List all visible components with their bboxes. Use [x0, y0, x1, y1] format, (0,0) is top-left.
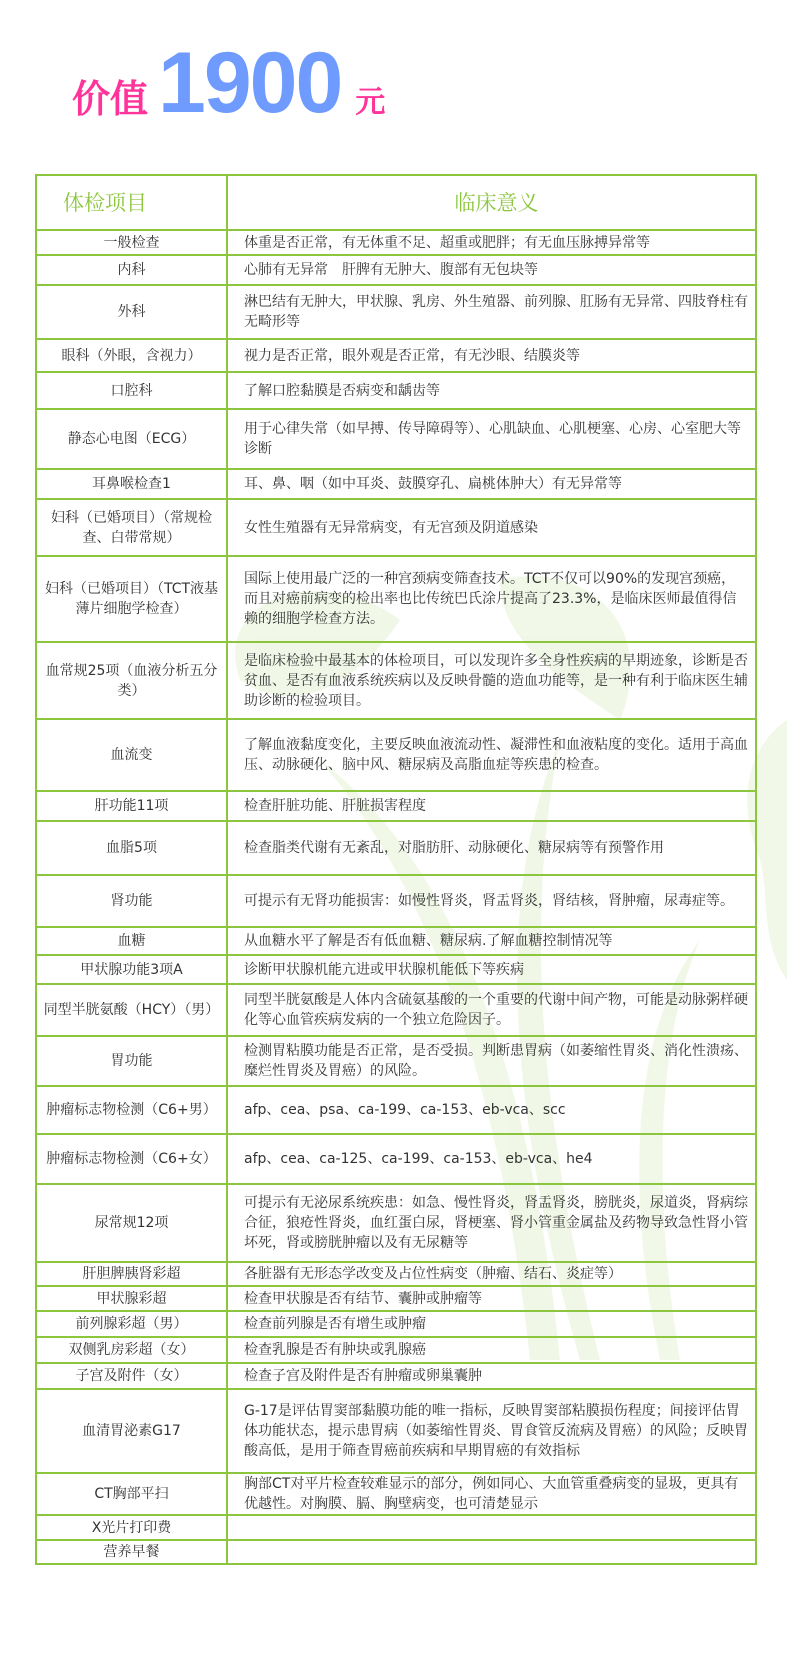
- table-row: [36, 1134, 756, 1184]
- price-banner: [72, 35, 386, 150]
- item-meaning: 视力是否正常，眼外观是否正常，有无沙眼、结膜炎等: [227, 339, 756, 372]
- item-name: 尿常规12项: [36, 1184, 227, 1262]
- table-row: [36, 230, 756, 255]
- table-row: [36, 556, 756, 642]
- price-amount: 1900: [158, 35, 342, 131]
- price-unit: 元: [355, 85, 386, 120]
- table-row: [36, 469, 756, 499]
- item-name: 肿瘤标志物检测（C6+男）: [36, 1086, 227, 1134]
- table-row: [36, 791, 756, 821]
- item-name: 前列腺彩超（男）: [36, 1311, 227, 1337]
- item-meaning: 体重是否正常，有无体重不足、超重或肥胖；有无血压脉搏异常等: [227, 230, 756, 255]
- item-meaning: 可提示有无泌尿系统疾患：如急、慢性肾炎，肾盂肾炎，膀胱炎，尿道炎，肾病综合征，狼疮性肾炎，血红蛋白尿，肾梗塞、肾小管重金属盐及药物导致急性肾小管坏死，肾或膀胱肿瘤以及有无尿糖等: [227, 1184, 756, 1262]
- table-row: [36, 1389, 756, 1473]
- item-name: 耳鼻喉检查1: [36, 469, 227, 499]
- item-name: 血脂5项: [36, 821, 227, 875]
- item-name: 静态心电图（ECG）: [36, 409, 227, 469]
- item-meaning: 可提示有无肾功能损害：如慢性肾炎，肾盂肾炎，肾结核，肾肿瘤，尿毒症等。: [227, 875, 756, 927]
- item-meaning: 检查肝脏功能、肝脏损害程度: [227, 791, 756, 821]
- item-name: 甲状腺功能3项A: [36, 955, 227, 984]
- item-name: 营养早餐: [36, 1540, 227, 1564]
- item-name: 甲状腺彩超: [36, 1286, 227, 1311]
- item-name: CT胸部平扫: [36, 1473, 227, 1515]
- item-name: 同型半胱氨酸（HCY）（男）: [36, 984, 227, 1036]
- table-row: [36, 1311, 756, 1337]
- item-meaning: 同型半胱氨酸是人体内含硫氨基酸的一个重要的代谢中间产物，可能是动脉粥样硬化等心血管疾病发病的一个独立危险因子。: [227, 984, 756, 1036]
- item-meaning: 国际上使用最广泛的一种宫颈病变筛查技术。TCT不仅可以90%的发现宫颈癌，而且对癌前病变的检出率也比传统巴氏涂片提高了23.3%，是临床医师最值得信赖的细胞学检查方法。: [227, 556, 756, 642]
- item-name: 血常规25项（血液分析五分类）: [36, 642, 227, 719]
- item-meaning: afp、cea、ca-125、ca-199、ca-153、eb-vca、he4: [227, 1134, 756, 1184]
- table-row: [36, 1262, 756, 1286]
- table-row: [36, 1515, 756, 1540]
- item-name: 血糖: [36, 927, 227, 955]
- item-name: 血清胃泌素G17: [36, 1389, 227, 1473]
- item-name: 妇科（已婚项目）（TCT液基薄片细胞学检查）: [36, 556, 227, 642]
- item-meaning: 从血糖水平了解是否有低血糖、糖尿病.了解血糖控制情况等: [227, 927, 756, 955]
- item-meaning: 检查子宫及附件是否有肿瘤或卵巢囊肿: [227, 1363, 756, 1389]
- item-name: 外科: [36, 285, 227, 339]
- item-meaning: 了解口腔黏膜是否病变和龋齿等: [227, 372, 756, 409]
- item-meaning: 了解血液黏度变化，主要反映血液流动性、凝滞性和血液粘度的变化。适用于高血压、动脉硬化、脑中风、糖尿病及高脂血症等疾患的检查。: [227, 719, 756, 791]
- table-row: [36, 1473, 756, 1515]
- item-meaning: [227, 1515, 756, 1540]
- item-meaning: 各脏器有无形态学改变及占位性病变（肿瘤、结石、炎症等）: [227, 1262, 756, 1286]
- item-meaning: afp、cea、psa、ca-199、ca-153、eb-vca、scc: [227, 1086, 756, 1134]
- item-name: 眼科（外眼，含视力）: [36, 339, 227, 372]
- table-row: [36, 719, 756, 791]
- item-name: 肝胆脾胰肾彩超: [36, 1262, 227, 1286]
- item-meaning: 检查脂类代谢有无紊乱，对脂肪肝、动脉硬化、糖尿病等有预警作用: [227, 821, 756, 875]
- item-meaning: 用于心律失常（如早搏、传导障碍等）、心肌缺血、心肌梗塞、心房、心室肥大等诊断: [227, 409, 756, 469]
- table-row: [36, 821, 756, 875]
- item-meaning: 检查甲状腺是否有结节、囊肿或肿瘤等: [227, 1286, 756, 1311]
- item-meaning: 胸部CT对平片检查较难显示的部分，例如同心、大血管重叠病变的显圾，更具有优越性。对胸膜、膈、胸壁病变，也可清楚显示: [227, 1473, 756, 1515]
- item-meaning: 检测胃粘膜功能是否正常，是否受损。判断患胃病（如萎缩性胃炎、消化性溃疡、糜烂性胃炎及胃癌）的风险。: [227, 1036, 756, 1086]
- header-meaning: 临床意义: [227, 175, 756, 230]
- item-meaning: 女性生殖器有无异常病变，有无宫颈及阴道感染: [227, 499, 756, 556]
- item-name: 双侧乳房彩超（女）: [36, 1337, 227, 1363]
- item-name: 血流变: [36, 719, 227, 791]
- item-meaning: 淋巴结有无肿大，甲状腺、乳房、外生殖器、前列腺、肛肠有无异常、四肢脊柱有无畸形等: [227, 285, 756, 339]
- item-name: 子宫及附件（女）: [36, 1363, 227, 1389]
- item-meaning: 心肺有无异常 肝脾有无肿大、腹部有无包块等: [227, 255, 756, 285]
- item-name: 内科: [36, 255, 227, 285]
- table-row: [36, 255, 756, 285]
- table-row: [36, 1540, 756, 1564]
- table-row: [36, 1184, 756, 1262]
- table-row: [36, 927, 756, 955]
- table-header-row: [36, 175, 756, 230]
- table-row: [36, 984, 756, 1036]
- item-meaning: 是临床检验中最基本的体检项目，可以发现许多全身性疾病的早期迹象，诊断是否贫血、是否有血液系统疾病以及反映骨髓的造血功能等，是一种有利于临床医生辅助诊断的检验项目。: [227, 642, 756, 719]
- table-row: [36, 339, 756, 372]
- item-meaning: 耳、鼻、咽（如中耳炎、鼓膜穿孔、扁桃体肿大）有无异常等: [227, 469, 756, 499]
- item-meaning: 检查前列腺是否有增生或肿瘤: [227, 1311, 756, 1337]
- table-row: [36, 875, 756, 927]
- item-name: 肝功能11项: [36, 791, 227, 821]
- table-row: [36, 285, 756, 339]
- item-meaning: G-17是评估胃窦部黏膜功能的唯一指标，反映胃窦部粘膜损伤程度；间接评估胃体功能状态，提示患胃病（如萎缩性胃炎、胃食管反流病及胃癌）的风险；反映胃酸高低，是用于筛查胃癌前疾病和早期胃癌的有效指标: [227, 1389, 756, 1473]
- checkup-table: [35, 174, 757, 1565]
- table-row: [36, 1036, 756, 1086]
- price-prefix: 价值: [72, 77, 149, 121]
- table-row: [36, 955, 756, 984]
- item-name: 口腔科: [36, 372, 227, 409]
- table-row: [36, 499, 756, 556]
- item-name: X光片打印费: [36, 1515, 227, 1540]
- header-item: 体检项目: [36, 175, 227, 230]
- item-meaning: [227, 1540, 756, 1564]
- table-row: [36, 1286, 756, 1311]
- item-name: 妇科（已婚项目）（常规检查、白带常规）: [36, 499, 227, 556]
- item-meaning: 检查乳腺是否有肿块或乳腺癌: [227, 1337, 756, 1363]
- table-row: [36, 372, 756, 409]
- item-meaning: 诊断甲状腺机能亢进或甲状腺机能低下等疾病: [227, 955, 756, 984]
- table-row: [36, 1086, 756, 1134]
- table-row: [36, 1363, 756, 1389]
- item-name: 肾功能: [36, 875, 227, 927]
- item-name: 肿瘤标志物检测（C6+女）: [36, 1134, 227, 1184]
- item-name: 一般检查: [36, 230, 227, 255]
- table-row: [36, 1337, 756, 1363]
- table-row: [36, 642, 756, 719]
- table-row: [36, 409, 756, 469]
- item-name: 胃功能: [36, 1036, 227, 1086]
